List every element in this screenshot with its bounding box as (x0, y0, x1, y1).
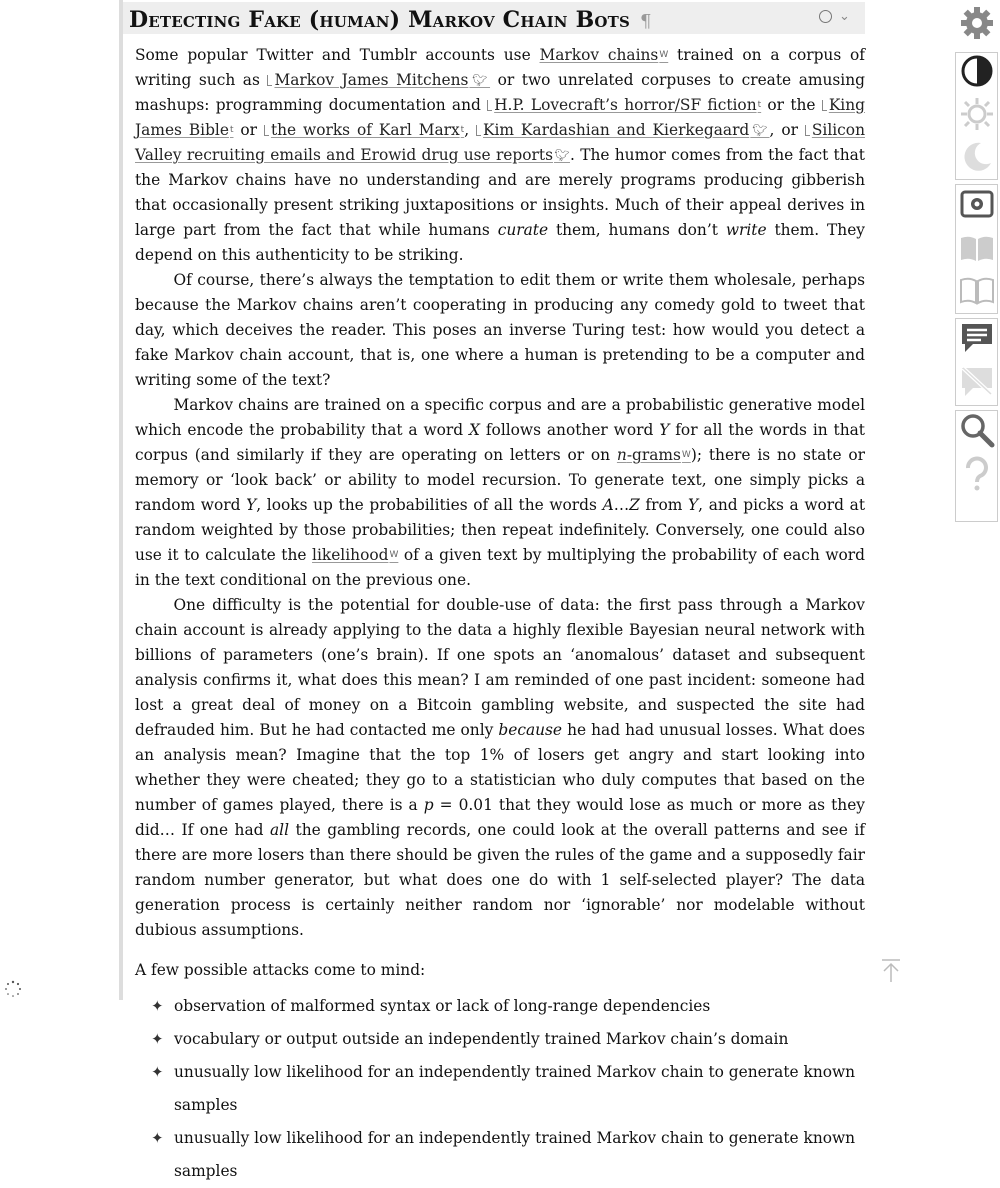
section-collapse-control[interactable] (819, 10, 855, 28)
loading-spinner-icon (4, 980, 22, 998)
wikipedia-icon: W (681, 450, 691, 460)
wikipedia-icon: W (659, 50, 669, 60)
help-icon[interactable] (957, 454, 997, 494)
tumblr-icon: t (460, 125, 465, 135)
link-markov-james-mitchens[interactable]: Markov James Mitchens🐦︎ (274, 71, 491, 89)
paragraph-1: Some popular Twitter and Tumblr accounts use Markov chainsW trained on a corpus of writing such as Markov James Mitchens🐦︎ or two unrelated corpuses to create amusing mashups: programming documentation and H.P. Lovecraft’s horror/SF fictiont or the King James Biblet or the works of Karl Marxt, Kim Kardashian and Kierkegaard🐦︎, or Silicon Valley recruiting emails and Erowid drug use reports🐦︎. The humor comes from the fact that the Markov chains have no understanding and are merely programs producing gibberish that occasionally present striking juxtapositions or insights. Much of their appeal derives in large part from the fact that while humans curate them, humans don’t write them. They depend on this authenticity to be striking. (135, 46, 865, 264)
paragraph-3: Markov chains are trained on a specific corpus and are a probabilistic generative model which encode the probability that a word X follows another word Y for all the words in that corpus (and similarly if they are operating on letters or on n-gramsW); there is no state or memory or ‘look back’ or ability to model recursion. To generate text, one simply picks a random word Y, looks up the probabilities of all the words A…Z from Y, and picks a word at random weighted by those probabilities; then repeat indefinitely. Conversely, one could also use it to calculate the likelihoodW of a given text by multiplying the probability of each word in the text conditional on the previous one. (135, 396, 866, 589)
list-item: ✦ vocabulary or output outside an independently trained Markov chain’s domain (135, 1023, 865, 1056)
twitter-icon: 🐦︎ (750, 123, 770, 137)
link-bracket-icon (487, 100, 492, 111)
twitter-icon: 🐦︎ (469, 73, 491, 87)
book-outline-icon[interactable] (957, 270, 997, 310)
gear-icon[interactable] (957, 3, 997, 43)
search-icon[interactable] (957, 410, 997, 450)
link-lovecraft[interactable]: H.P. Lovecraft’s horror/SF fictiont (494, 96, 762, 114)
link-karl-marx[interactable]: the works of Karl Marxt (270, 121, 465, 139)
attacks-list (135, 990, 865, 1188)
link-bracket-icon (805, 125, 810, 136)
comments-icon[interactable] (957, 318, 997, 358)
link-markov-chains[interactable]: Markov chainsW (539, 46, 669, 64)
link-bracket-icon (476, 125, 481, 136)
moon-icon[interactable] (957, 137, 997, 177)
list-item: ✦ unusually low likelihood for an independently trained Markov chain to generate known samples (135, 1122, 865, 1188)
link-kardashian-kierkegaard[interactable]: Kim Kardashian and Kierkegaard🐦︎ (483, 121, 770, 139)
section-title[interactable]: Detecting Fake (human) Markov Chain Bots ¶ (129, 7, 652, 33)
tumblr-icon: t (757, 100, 762, 110)
paragraph-2: Of course, there’s always the temptation to edit them or write them wholesale, perhaps because the Markov chains aren’t cooperating in producing any comedy gold to tweet that day, which deceives the reader. This poses an inverse Turing test: how would you detect a fake Markov chain account, that is, one where a human is pretending to be a computer and writing some of the text? (135, 271, 865, 389)
sun-icon[interactable] (957, 94, 997, 134)
link-king-james-bible[interactable]: King James Biblet (135, 96, 865, 139)
left-margin-rule (119, 0, 123, 1000)
article-body (135, 43, 865, 1188)
reader-mode-icon[interactable] (957, 184, 997, 224)
list-item: ✦ unusually low likelihood for an independently trained Markov chain to generate known samples (135, 1056, 865, 1122)
link-n-grams[interactable]: n-gramsW (616, 446, 691, 464)
tumblr-icon: t (229, 125, 234, 135)
pilcrow-link[interactable]: ¶ (640, 11, 652, 32)
sparkle-bullet-icon: ✦ (151, 997, 164, 1015)
circle-icon[interactable] (819, 10, 832, 23)
list-item: ✦ observation of malformed syntax or lack of long-range dependencies (135, 990, 865, 1023)
book-icon[interactable] (957, 228, 997, 268)
link-bracket-icon (264, 125, 269, 136)
paragraph-4: One difficulty is the potential for double-use of data: the first pass through a Markov chain account is already applying to the data a highly flexible Bayesian neural network with billions of parameters (one’s brain). If one spots an ‘anomalous’ dataset and subsequent analysis confirms it, what does this mean? I am reminded of one past incident: someone had lost a great deal of money on a Bitcoin gambling website, and suspected the site had defrauded him. But he had contacted me only because he had had unusual losses. What does an analysis mean? Imagine that the top 1% of losers get angry and start looking into whether they were cheated; they go to a statistician who duly computes that based on the number of games played, there is a p = 0.01 that they would lose as much or more as they did… If one had all the gambling records, one could look at the overall patterns and see if there are more losers than there should be given the rules of the game and a supposedly fair random number generator, but what does one do with 1 self-selected player? The data generation process is certainly neither random nor ‘ignorable’ nor modelable without dubious assumptions. (135, 596, 865, 939)
wikipedia-icon: W (389, 550, 399, 560)
comments-off-icon[interactable] (957, 362, 997, 402)
back-to-top-icon[interactable] (880, 958, 902, 984)
sparkle-bullet-icon: ✦ (151, 1030, 164, 1048)
attacks-intro: A few possible attacks come to mind: (135, 961, 426, 979)
contrast-icon[interactable] (957, 51, 997, 91)
sparkle-bullet-icon: ✦ (151, 1063, 164, 1081)
link-bracket-icon (267, 75, 272, 86)
section-header (123, 2, 865, 34)
twitter-icon: 🐦︎ (553, 148, 571, 162)
chevron-down-icon[interactable]: ⌄ (839, 9, 850, 24)
link-likelihood[interactable]: likelihoodW (312, 546, 399, 564)
link-silicon-valley-erowid[interactable]: Silicon Valley recruiting emails and Erowid drug use reports🐦︎ (135, 121, 865, 164)
link-bracket-icon (822, 100, 827, 111)
sparkle-bullet-icon: ✦ (151, 1129, 164, 1147)
